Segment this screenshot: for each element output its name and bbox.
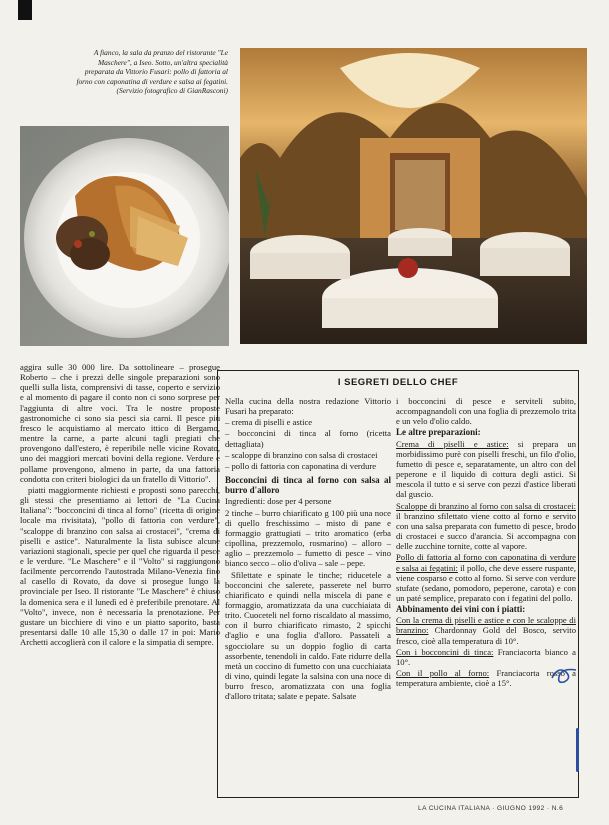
- ingredients-heading: Ingredienti: dose per 4 persone: [225, 496, 332, 507]
- chef-box-title: I SEGRETI DELLO CHEF: [337, 377, 459, 388]
- menu-item: – pollo di fattoria con caponatina di verdure: [225, 460, 377, 471]
- other-preparations-heading: Le altre preparazioni:: [396, 427, 481, 438]
- dining-room-photo: [240, 48, 587, 344]
- wine-pairing-heading: Abbinamento dei vini con i piatti:: [396, 604, 526, 615]
- crema-wine-label: Con la crema di piselli e astice e con le scaloppe di branzino:: [396, 615, 576, 636]
- crema-title: Crema di piselli e astice:: [396, 438, 509, 449]
- article-paragraph: piatti maggiormente richiesti e proposti sono parecchi, gli stessi che presentiamo ai lettori de "La Cucina Italiana": "bocconcini di tinca al forno" (ricetta di origine locale ma rivisitata), "pollo di fattoria con verdure", "scaloppe di branzino con salsa ai crostacei", "crema di piselli e astice". Naturalmente la lista subisce alcune variazioni stagionali, specie per quel che riguarda il pesce e le verdure. "Le Maschere" e il "Volto" si raggiungono facilmente percorrendo l'autostrada Milano-Venezia fino al casello di Rovato, da dove si prosegue lungo la provinciale per Iseo. Il ristorante "Le Maschere" è chiuso la domenica sera e il lunedì ed è preferibile prenotare. Al "Volto", invece, non è necessaria la prenotazione. Per gustare un bicchiere di vino e un piatto saporito, basta presentarsi dalle 10 alle 15,30 o dalle 17 in poi: Mario Archetti accoglierà con il calore e la simpatia di sempre.: [20, 484, 220, 648]
- tinca-wine: Franciacorta bianco a 10°.: [396, 646, 576, 667]
- plate-photo: [20, 126, 229, 346]
- crema-text: si prepara un morbidissimo purè con piselli freschi, un filo d'olio, fumetto di pesce e, separatamente, un altro con del peperone e il liquido di cottura degli astici. Si mescola il tutto e si serve con pezzi d'astice liberati dal guscio.: [396, 438, 576, 500]
- corner-mark: [18, 0, 32, 20]
- chef-box-column-left: [225, 396, 391, 703]
- method-text: Sfilettate e spinate le tinche; riducetele a bocconcini che salerete, passerete nel burro chiarificato e quindi nella miscela di pane e formaggio, aromatizzata da una cucchiaiata di trito. Cuoceteli nel forno riscaldato al massimo, con il burro chiarificato rimasto, 2 spicchi d'aglio e una foglia d'alloro. Passateli a sgocciolare su un doppio foglio di carta assorbente, tenendoli in caldo. Fate ridurre della metà un coccino di fumetto con una cucchiaiata di vino, quindi legate la salsina con una noce di burro fresco, aromatizzata con una foglia d'alloro tritata; salate e pepate. Salsate: [225, 569, 391, 702]
- handwritten-mark-icon: [550, 664, 578, 686]
- article-column: [20, 362, 220, 648]
- photo-caption: A fianco, la sala da pranzo del ristorante "Le Maschere", a Iseo. Sotto, un'altra specialità preparata da Vittorio Fusari: pollo di fattoria al forno con caponatina di verdure e salsa ai fegatini. (Servizio fotografico di GianRasconi): [76, 48, 228, 96]
- handwritten-line-icon: [576, 728, 579, 772]
- crema-wine: Chardonnay Gold del Bosco, servito fresco, cioè alla temperatura di 10°.: [396, 625, 576, 646]
- pollo-wine-label: Con il pollo al forno:: [396, 668, 490, 679]
- menu-item: – crema di piselli e astice: [225, 417, 313, 428]
- scaloppe-text: il branzino sfilettato viene cotto al forno e servito con una salsa preparata con fumetto di pesce, brodo di crostacei e succo d'arancia. Si accompagna con delle zucchine tornite, cotte al vapore.: [396, 510, 576, 552]
- intro-text: Nella cucina della nostra redazione Vittorio Fusari ha preparato:: [225, 396, 391, 417]
- menu-item: – bocconcini di tinca al forno (ricetta dettagliata): [225, 428, 391, 449]
- menu-item: – scaloppe di branzino con salsa di crostacei: [225, 449, 378, 460]
- tinca-wine-label: Con i bocconcini di tinca:: [396, 646, 494, 657]
- pollo-text: il pollo, che deve essere ruspante, viene cosparso e cotto al forno. Si serve con verdure stufate (sedano, pomodoro, peperone, carota) e con un paté semplice, preparato con i fegatini del pollo.: [396, 562, 576, 603]
- scaloppe-title: Scaloppe di branzino al forno con salsa di crostacei:: [396, 500, 576, 511]
- page-footer: LA CUCINA ITALIANA · GIUGNO 1992 · N.6: [418, 805, 564, 812]
- ingredients-text: 2 tinche – burro chiarificato g 100 più una noce di quello freschissimo – misto di pane e formaggio grattugiati – trito aromatico (erba cipollina, prezzemolo, rosmarino) – alloro – aglio – prezzemolo – fumetto di pesce – vino bianco secco – olio d'oliva – sale – pepe.: [225, 507, 391, 569]
- pollo-title: Pollo di fattoria al forno con caponatina di verdure e salsa ai fegatini:: [396, 552, 576, 573]
- recipe-title: Bocconcini di tinca al forno con salsa al burro d'alloro: [225, 475, 391, 496]
- article-paragraph: aggira sulle 30 000 lire. Da sottolineare – prosegue Roberto – che i prezzi delle singole preparazioni sono quelli sulla lista, comprensivi di tasse, coperto e servizio e al momento di pagare il conto non ci sono sorprese per l'aggiunta di altre voci. Tra le nostre proposte gastronomiche ci sono sia pesci sia carni. Il pesce più fresco le acquistiamo al mercato ittico di Bergamo, mentre la carne, a parte alcuni tagli pregiati che provengono dall'estero, è reperibile nelle vicine Rovato, uno dei maggiori mercati bovini della regione. Verdure e pollame provengono, almeno in parte, da una fattoria condotta con criteri biologici da un fratello di Vittorio".: [20, 362, 220, 484]
- continued-text: i bocconcini di pesce e serviteli subito, accompagnandoli con una foglia di prezzemolo trita e un velo d'olio caldo.: [396, 396, 576, 427]
- chef-box-column-right: [396, 396, 576, 689]
- pollo-wine: Franciacorta rosso a temperatura ambiente, cioè a 15°.: [396, 668, 576, 689]
